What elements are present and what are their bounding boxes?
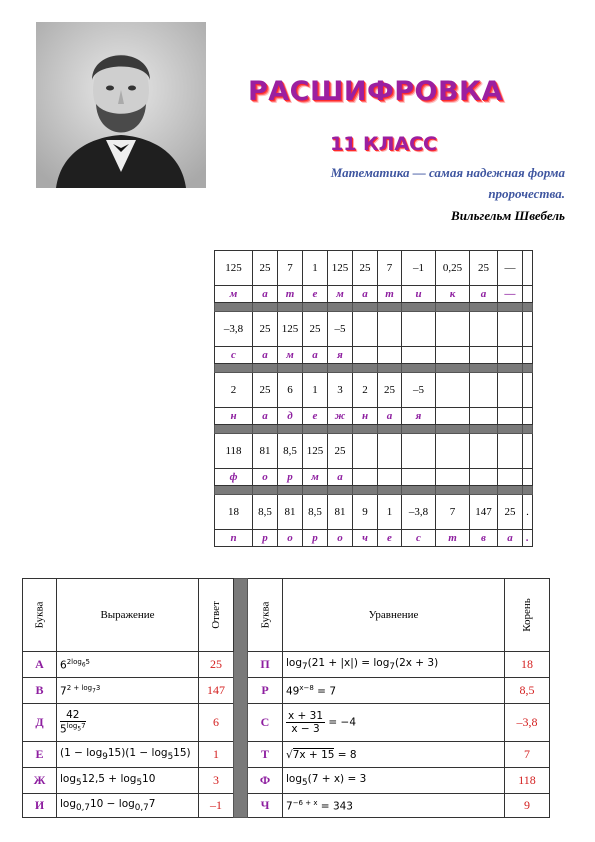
cipher-letter-cell: а bbox=[328, 469, 353, 486]
separator-cell bbox=[470, 364, 498, 373]
cipher-number-cell: 25 bbox=[253, 312, 278, 347]
separator-cell bbox=[402, 486, 436, 495]
separator-cell bbox=[470, 303, 498, 312]
cipher-letter-cell bbox=[498, 347, 523, 364]
separator-cell bbox=[328, 303, 353, 312]
key-letter: Ч bbox=[248, 794, 283, 818]
separator-cell bbox=[378, 425, 402, 434]
cipher-number-cell bbox=[378, 434, 402, 469]
cipher-number-cell bbox=[498, 312, 523, 347]
separator-cell bbox=[353, 303, 378, 312]
equation-p: $\log_7(21 + |x|) = \log_7(2x + 3)$ bbox=[283, 652, 505, 678]
cipher-letter-cell bbox=[402, 347, 436, 364]
cipher-letter-cell: ф bbox=[215, 469, 253, 486]
cipher-number-cell: 118 bbox=[215, 434, 253, 469]
cipher-separator bbox=[215, 486, 533, 495]
root-value: 9 bbox=[505, 794, 550, 818]
cipher-letter-cell: ж bbox=[328, 408, 353, 425]
separator-cell bbox=[378, 486, 402, 495]
cipher-letter-cell: с bbox=[215, 347, 253, 364]
cipher-number-cell bbox=[498, 373, 523, 408]
cipher-letter-cell: я bbox=[402, 408, 436, 425]
cipher-letter-cell bbox=[353, 347, 378, 364]
separator-cell bbox=[278, 486, 303, 495]
cipher-letter-row bbox=[215, 408, 533, 425]
cipher-number-cell: 125 bbox=[303, 434, 328, 469]
cipher-number-cell: 1 bbox=[378, 495, 402, 530]
cipher-number-cell bbox=[470, 312, 498, 347]
cipher-letter-row bbox=[215, 469, 533, 486]
cipher-number-cell: 25 bbox=[303, 312, 328, 347]
cipher-letter-cell: е bbox=[303, 286, 328, 303]
cipher-letter-cell: м bbox=[328, 286, 353, 303]
cipher-letter-cell bbox=[523, 347, 533, 364]
separator-cell bbox=[470, 486, 498, 495]
cipher-letter-cell: в bbox=[470, 530, 498, 547]
cipher-letter-cell: к bbox=[436, 286, 470, 303]
cipher-number-cell: 25 bbox=[470, 251, 498, 286]
cipher-number-cell bbox=[402, 312, 436, 347]
cipher-number-cell bbox=[470, 434, 498, 469]
cipher-number-cell: 25 bbox=[328, 434, 353, 469]
header-answer: Ответ bbox=[209, 601, 222, 629]
equation-ch: $7^{-6 + x} = 343$ bbox=[283, 794, 505, 818]
cipher-letter-cell bbox=[353, 469, 378, 486]
cipher-letter-cell bbox=[523, 286, 533, 303]
cipher-separator bbox=[215, 364, 533, 373]
cipher-letter-cell: а bbox=[470, 286, 498, 303]
cipher-number-cell: 9 bbox=[353, 495, 378, 530]
cipher-letter-cell bbox=[436, 469, 470, 486]
separator-cell bbox=[328, 486, 353, 495]
cipher-number-cell bbox=[436, 434, 470, 469]
cipher-letter-cell: о bbox=[253, 469, 278, 486]
page-subtitle: 11 КЛАСС bbox=[330, 133, 437, 155]
separator-cell bbox=[402, 303, 436, 312]
cipher-number-cell: 1 bbox=[303, 251, 328, 286]
cipher-number-cell: –3,8 bbox=[215, 312, 253, 347]
cipher-letter-cell: о bbox=[328, 530, 353, 547]
separator-cell bbox=[470, 425, 498, 434]
cipher-number-cell: 2 bbox=[353, 373, 378, 408]
cipher-number-cell: 8,5 bbox=[253, 495, 278, 530]
key-letter: С bbox=[248, 704, 283, 742]
root-value: 118 bbox=[505, 768, 550, 794]
cipher-letter-cell bbox=[523, 469, 533, 486]
cipher-number-cell bbox=[523, 312, 533, 347]
key-row bbox=[23, 742, 550, 768]
key-letter: Ф bbox=[248, 768, 283, 794]
cipher-letter-cell: м bbox=[303, 469, 328, 486]
cipher-letter-cell bbox=[470, 469, 498, 486]
separator-cell bbox=[215, 364, 253, 373]
cipher-letter-cell: м bbox=[215, 286, 253, 303]
cipher-number-cell bbox=[402, 434, 436, 469]
cipher-letter-cell: д bbox=[278, 408, 303, 425]
answer-value: –1 bbox=[199, 794, 234, 818]
cipher-letter-cell: а bbox=[378, 408, 402, 425]
cipher-number-cell: 25 bbox=[378, 373, 402, 408]
cipher-number-cell bbox=[378, 312, 402, 347]
cipher-letter-cell: н bbox=[353, 408, 378, 425]
separator-cell bbox=[328, 364, 353, 373]
cipher-number-cell: 8,5 bbox=[303, 495, 328, 530]
cipher-letter-cell: а bbox=[253, 286, 278, 303]
separator-cell bbox=[303, 364, 328, 373]
cipher-letter-cell: т bbox=[436, 530, 470, 547]
separator-column bbox=[234, 579, 248, 818]
cipher-letter-cell: т bbox=[278, 286, 303, 303]
separator-cell bbox=[353, 486, 378, 495]
separator-cell bbox=[378, 303, 402, 312]
key-letter: И bbox=[23, 794, 57, 818]
cipher-number-cell: 0,25 bbox=[436, 251, 470, 286]
key-letter: Ж bbox=[23, 768, 57, 794]
cipher-letter-row bbox=[215, 286, 533, 303]
cipher-letter-cell: — bbox=[498, 286, 523, 303]
cipher-letter-cell: т bbox=[378, 286, 402, 303]
quote-author: Вильгельм Швебель bbox=[451, 208, 565, 223]
cipher-number-row bbox=[215, 251, 533, 286]
separator-cell bbox=[253, 486, 278, 495]
cipher-number-cell: 7 bbox=[378, 251, 402, 286]
key-row bbox=[23, 652, 550, 678]
key-table bbox=[22, 578, 550, 818]
cipher-number-cell: — bbox=[498, 251, 523, 286]
separator-cell bbox=[402, 364, 436, 373]
cipher-number-row bbox=[215, 434, 533, 469]
cipher-number-cell: –5 bbox=[328, 312, 353, 347]
separator-cell bbox=[353, 425, 378, 434]
separator-cell bbox=[402, 425, 436, 434]
cipher-letter-cell bbox=[402, 469, 436, 486]
cipher-number-cell: 125 bbox=[215, 251, 253, 286]
cipher-letter-cell bbox=[470, 408, 498, 425]
cipher-letter-cell: а bbox=[498, 530, 523, 547]
answer-value: 6 bbox=[199, 704, 234, 742]
root-value: –3,8 bbox=[505, 704, 550, 742]
cipher-letter-cell: е bbox=[303, 408, 328, 425]
cipher-letter-cell bbox=[498, 469, 523, 486]
cipher-number-cell: 7 bbox=[278, 251, 303, 286]
cipher-number-cell: 81 bbox=[328, 495, 353, 530]
separator-cell bbox=[523, 425, 533, 434]
cipher-letter-row bbox=[215, 347, 533, 364]
separator-cell bbox=[253, 364, 278, 373]
key-letter: Д bbox=[23, 704, 57, 742]
expression-e: $(1 - \log_915)(1 - \log_515)$ bbox=[57, 742, 199, 768]
cipher-letter-cell: ч bbox=[353, 530, 378, 547]
key-row bbox=[23, 704, 550, 742]
cipher-number-cell: –1 bbox=[402, 251, 436, 286]
separator-cell bbox=[436, 303, 470, 312]
separator-cell bbox=[303, 486, 328, 495]
separator-cell bbox=[253, 425, 278, 434]
key-letter: В bbox=[23, 678, 57, 704]
key-row bbox=[23, 794, 550, 818]
separator-cell bbox=[215, 486, 253, 495]
root-value: 8,5 bbox=[505, 678, 550, 704]
separator-cell bbox=[498, 364, 523, 373]
cipher-number-cell: 25 bbox=[253, 373, 278, 408]
answer-value: 3 bbox=[199, 768, 234, 794]
cipher-letter-cell bbox=[378, 469, 402, 486]
separator-cell bbox=[303, 425, 328, 434]
header-letter: Буква bbox=[33, 601, 46, 629]
cipher-letter-cell bbox=[436, 347, 470, 364]
quote-line-2: пророчества. bbox=[488, 186, 565, 201]
cipher-number-row bbox=[215, 495, 533, 530]
cipher-number-cell bbox=[436, 312, 470, 347]
cipher-number-cell: 7 bbox=[436, 495, 470, 530]
cipher-letter-cell bbox=[523, 408, 533, 425]
cipher-number-cell bbox=[523, 434, 533, 469]
cipher-number-cell: 18 bbox=[215, 495, 253, 530]
cipher-number-cell: 25 bbox=[253, 251, 278, 286]
separator-cell bbox=[378, 364, 402, 373]
separator-cell bbox=[278, 425, 303, 434]
cipher-letter-cell: а bbox=[353, 286, 378, 303]
separator-cell bbox=[436, 486, 470, 495]
cipher-number-cell: 147 bbox=[470, 495, 498, 530]
cipher-letter-cell: а bbox=[253, 408, 278, 425]
separator-cell bbox=[498, 425, 523, 434]
answer-value: 147 bbox=[199, 678, 234, 704]
separator-cell bbox=[498, 486, 523, 495]
cipher-number-cell: 6 bbox=[278, 373, 303, 408]
cipher-letter-cell: р bbox=[278, 469, 303, 486]
separator-cell bbox=[523, 486, 533, 495]
expression-v: $7^{2 + log_73}$ bbox=[57, 678, 199, 704]
cipher-number-cell: –3,8 bbox=[402, 495, 436, 530]
answer-value: 25 bbox=[199, 652, 234, 678]
cipher-number-cell: 25 bbox=[498, 495, 523, 530]
cipher-number-row bbox=[215, 312, 533, 347]
portrait-image bbox=[36, 22, 206, 188]
root-value: 7 bbox=[505, 742, 550, 768]
key-header-row bbox=[23, 579, 550, 652]
cipher-letter-cell: о bbox=[278, 530, 303, 547]
cipher-number-cell: 3 bbox=[328, 373, 353, 408]
page-title: РАСШИФРОВКА bbox=[248, 76, 504, 107]
cipher-letter-cell: м bbox=[278, 347, 303, 364]
expression-zh: $\log_512,5 + \log_510$ bbox=[57, 768, 199, 794]
quote-line-1: Математика — самая надежная форма bbox=[330, 165, 565, 180]
cipher-number-cell bbox=[470, 373, 498, 408]
cipher-number-cell: 1 bbox=[303, 373, 328, 408]
cipher-letter-cell: р bbox=[303, 530, 328, 547]
key-row bbox=[23, 768, 550, 794]
cipher-letter-cell: с bbox=[402, 530, 436, 547]
separator-cell bbox=[328, 425, 353, 434]
separator-cell bbox=[498, 303, 523, 312]
root-value: 18 bbox=[505, 652, 550, 678]
cipher-letter-cell: н bbox=[215, 408, 253, 425]
cipher-number-cell: . bbox=[523, 495, 533, 530]
cipher-letter-cell bbox=[378, 347, 402, 364]
equation-t: √7x + 15 = 8 bbox=[283, 742, 505, 768]
key-letter: А bbox=[23, 652, 57, 678]
cipher-letter-cell: я bbox=[328, 347, 353, 364]
cipher-letter-cell: и bbox=[402, 286, 436, 303]
separator-cell bbox=[523, 303, 533, 312]
key-letter: Р bbox=[248, 678, 283, 704]
cipher-letter-cell: а bbox=[253, 347, 278, 364]
separator-cell bbox=[278, 303, 303, 312]
cipher-table bbox=[214, 250, 533, 547]
separator-cell bbox=[523, 364, 533, 373]
cipher-separator bbox=[215, 303, 533, 312]
separator-cell bbox=[215, 303, 253, 312]
key-row bbox=[23, 678, 550, 704]
expression-a: $6^{2log_65}$ bbox=[57, 652, 199, 678]
cipher-number-cell bbox=[498, 434, 523, 469]
cipher-number-cell: 2 bbox=[215, 373, 253, 408]
cipher-letter-cell: а bbox=[303, 347, 328, 364]
cipher-number-cell: 25 bbox=[353, 251, 378, 286]
separator-cell bbox=[215, 425, 253, 434]
separator-cell bbox=[303, 303, 328, 312]
header-root: Корень bbox=[520, 598, 533, 632]
separator-cell bbox=[353, 364, 378, 373]
cipher-letter-cell: е bbox=[378, 530, 402, 547]
cipher-letter-row bbox=[215, 530, 533, 547]
key-letter: Т bbox=[248, 742, 283, 768]
expression-i: $\log_{0,7}10 - \log_{0,7}7$ bbox=[57, 794, 199, 818]
cipher-number-cell bbox=[523, 251, 533, 286]
cipher-number-cell: 125 bbox=[278, 312, 303, 347]
cipher-number-row bbox=[215, 373, 533, 408]
separator-cell bbox=[253, 303, 278, 312]
cipher-letter-cell: р bbox=[253, 530, 278, 547]
cipher-number-cell: 8,5 bbox=[278, 434, 303, 469]
cipher-number-cell bbox=[353, 312, 378, 347]
cipher-separator bbox=[215, 425, 533, 434]
cipher-number-cell bbox=[523, 373, 533, 408]
separator-cell bbox=[436, 364, 470, 373]
answer-value: 1 bbox=[199, 742, 234, 768]
equation-r: $49^{x-8} = 7$ bbox=[283, 678, 505, 704]
key-letter: Е bbox=[23, 742, 57, 768]
cipher-number-cell: 81 bbox=[253, 434, 278, 469]
cipher-letter-cell bbox=[498, 408, 523, 425]
cipher-number-cell bbox=[436, 373, 470, 408]
key-letter: П bbox=[248, 652, 283, 678]
header-equation: Уравнение bbox=[283, 579, 505, 652]
expression-d: $\frac{42}{5^{log_57}}$ bbox=[57, 704, 199, 742]
cipher-number-cell: 81 bbox=[278, 495, 303, 530]
epigraph-quote bbox=[245, 162, 565, 204]
cipher-letter-cell bbox=[436, 408, 470, 425]
cipher-number-cell: –5 bbox=[402, 373, 436, 408]
cipher-number-cell bbox=[353, 434, 378, 469]
cipher-letter-cell bbox=[470, 347, 498, 364]
header-expression: Выражение bbox=[57, 579, 199, 652]
separator-cell bbox=[436, 425, 470, 434]
equation-f: $\log_5(7 + x) = 3$ bbox=[283, 768, 505, 794]
equation-s: $\frac{x + 31}{x - 3}$ = −4 bbox=[283, 704, 505, 742]
separator-cell bbox=[278, 364, 303, 373]
cipher-letter-cell: . bbox=[523, 530, 533, 547]
cipher-number-cell: 125 bbox=[328, 251, 353, 286]
cipher-letter-cell: п bbox=[215, 530, 253, 547]
header-letter-2: Буква bbox=[258, 601, 271, 629]
